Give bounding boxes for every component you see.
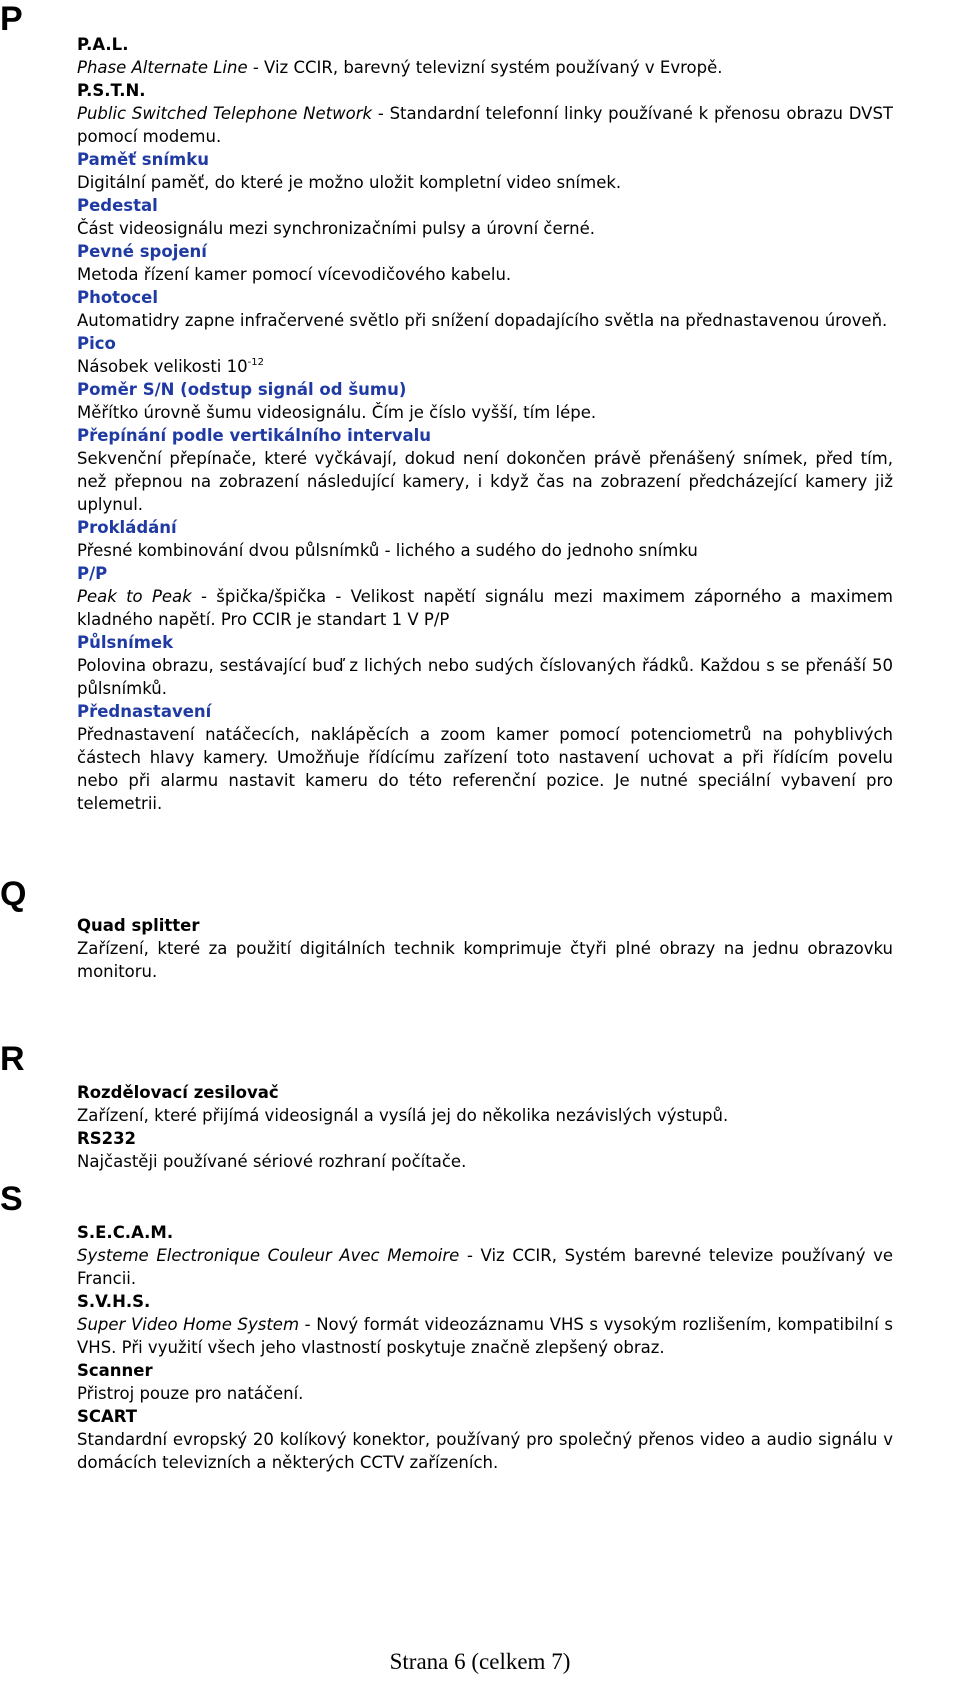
entry-term: Poměr S/N (odstup signál od šumu) — [77, 380, 407, 399]
entry-text: - Standardní telefonní linky používané k přenosu obrazu DVST pomocí modemu. — [77, 104, 893, 146]
entry-text: Měřítko úrovně šumu videosignálu. Čím je číslo vyšší, tím lépe. — [77, 403, 597, 422]
glossary-entry — [77, 424, 893, 516]
glossary-entry — [77, 631, 893, 700]
entry-description — [77, 1428, 893, 1474]
entry-abbreviation: Systeme Electronique Couleur Avec Memoire — [77, 1246, 460, 1265]
entry-description — [77, 309, 893, 332]
section-p — [77, 33, 893, 815]
entry-text: - Viz CCIR, Systém barevné televize používaný ve Francii. — [77, 1246, 894, 1288]
entry-term: Pedestal — [77, 196, 158, 215]
glossary-entry — [77, 286, 893, 332]
entry-term: Přednastavení — [77, 702, 212, 721]
entry-text: Přednastavení natáčecích, naklápěcích a zoom kamer pomocí potenciometrů na pohyblivých částech hlavy kamery. Umožňuje řídícímu zařízení toto nastavení uchovat a při řídícím povelu nebo při alarmu nastavit kameru do této referenční pozice. Je nutné speciální vybavení pro telemetrii. — [77, 725, 893, 813]
entry-description — [77, 585, 893, 631]
entry-description — [77, 102, 893, 148]
entry-text: Najčastěji používané sériové rozhraní počítače. — [77, 1152, 467, 1171]
glossary-entry — [77, 1221, 893, 1290]
entry-term: Rozdělovací zesilovač — [77, 1083, 279, 1102]
entry-text: - špička/špička - Velikost napětí signálu mezi maximem záporného a maximem kladného napětí. Pro CCIR je standart 1 V P/P — [77, 587, 893, 629]
section-q — [77, 914, 893, 983]
entry-term: Prokládání — [77, 518, 177, 537]
entry-text: Polovina obrazu, sestávající buď z lichých nebo sudých číslovaných řádků. Každou s se přenáší 50 půlsnímků. — [77, 656, 893, 698]
section-r — [77, 1081, 893, 1173]
entry-description — [77, 56, 893, 79]
glossary-entry — [77, 700, 893, 815]
entry-description — [77, 1244, 893, 1290]
entry-text: - Nový formát videozáznamu VHS s vysokým rozlišením, kompatibilní s VHS. Při využití všech jeho vlastností poskytuje značně zlepšený obraz. — [77, 1315, 894, 1357]
entry-term: Photocel — [77, 288, 159, 307]
glossary-entry — [77, 240, 893, 286]
entry-text: Metoda řízení kamer pomocí vícevodičového kabelu. — [77, 265, 512, 284]
entry-description — [77, 1104, 893, 1127]
glossary-entry — [77, 562, 893, 631]
glossary-entry — [77, 33, 893, 79]
glossary-entry — [77, 1359, 893, 1405]
entry-text: Přistroj pouze pro natáčení. — [77, 1384, 304, 1403]
glossary-entry — [77, 79, 893, 148]
entry-term: P.A.L. — [77, 35, 129, 54]
entry-description — [77, 654, 893, 700]
entry-description — [77, 401, 893, 424]
section-letter-s: S — [0, 1180, 23, 1218]
entry-term: P/P — [77, 564, 108, 583]
entry-abbreviation: Peak to Peak — [77, 587, 192, 606]
entry-description — [77, 1382, 893, 1405]
entry-term: Půlsnímek — [77, 633, 174, 652]
entry-term: Quad splitter — [77, 916, 200, 935]
entry-text: Sekvenční přepínače, které vyčkávají, dokud není dokončen právě přenášený snímek, před tím, než přepnou na zobrazení následující kamery, i když čas na zobrazení předcházející kamery již uplynul. — [77, 449, 893, 514]
entry-term: SCART — [77, 1407, 137, 1426]
glossary-entry — [77, 1127, 893, 1173]
entry-description — [77, 1313, 893, 1359]
entry-description — [77, 539, 893, 562]
entry-term: Pevné spojení — [77, 242, 207, 261]
page-footer: Strana 6 (celkem 7) — [389, 1649, 571, 1674]
section-letter-p: P — [0, 0, 23, 38]
section-letter-q: Q — [0, 875, 27, 913]
entry-term: P.S.T.N. — [77, 81, 146, 100]
entry-description — [77, 355, 893, 378]
entry-description — [77, 171, 893, 194]
entry-text: Část videosignálu mezi synchronizačními pulsy a úrovní černé. — [77, 219, 596, 238]
entry-term: S.V.H.S. — [77, 1292, 151, 1311]
entry-text: Zařízení, které za použití digitálních technik komprimuje čtyři plné obrazy na jednu obrazovku monitoru. — [77, 939, 893, 981]
entry-term: RS232 — [77, 1129, 137, 1148]
entry-abbreviation: Super Video Home System — [77, 1315, 300, 1334]
entry-term: Přepínání podle vertikálního intervalu — [77, 426, 431, 445]
entry-text: Digitální paměť, do které je možno uložit kompletní video snímek. — [77, 173, 622, 192]
entry-text: - Viz CCIR, barevný televizní systém používaný v Evropě. — [247, 58, 723, 77]
glossary-entry — [77, 148, 893, 194]
entry-description — [77, 217, 893, 240]
glossary-entry — [77, 914, 893, 983]
entry-text: Zařízení, které přijímá videosignál a vysílá jej do několika nezávislých výstupů. — [77, 1106, 729, 1125]
entry-description — [77, 937, 893, 983]
entry-description — [77, 1150, 893, 1173]
entry-text: Automatidry zapne infračervené světlo při snížení dopadajícího světla na přednastavenou úroveň. — [77, 311, 888, 330]
entry-term: Scanner — [77, 1361, 153, 1380]
entry-description — [77, 447, 893, 516]
glossary-entry — [77, 378, 893, 424]
entry-description — [77, 723, 893, 815]
entry-description — [77, 263, 893, 286]
entry-term: Paměť snímku — [77, 150, 209, 169]
entry-text: Přesné kombinování dvou půlsnímků - lichého a sudého do jednoho snímku — [77, 541, 698, 560]
glossary-entry — [77, 516, 893, 562]
section-s — [77, 1221, 893, 1474]
glossary-entry — [77, 1405, 893, 1474]
entry-text: Standardní evropský 20 kolíkový konektor, používaný pro společný přenos video a audio signálu v domácích televizních a některých CCTV zařízeních. — [77, 1430, 893, 1472]
glossary-entry — [77, 1290, 893, 1359]
glossary-entry — [77, 1081, 893, 1127]
entry-text: Násobek velikosti 10 — [77, 357, 248, 376]
entry-abbreviation: Phase Alternate Line — [77, 58, 248, 77]
section-letter-r: R — [0, 1040, 25, 1078]
entry-abbreviation: Public Switched Telephone Network — [77, 104, 373, 123]
entry-superscript: -12 — [247, 357, 264, 368]
glossary-entry — [77, 194, 893, 240]
glossary-entry — [77, 332, 893, 378]
entry-term: S.E.C.A.M. — [77, 1223, 174, 1242]
entry-term: Pico — [77, 334, 116, 353]
